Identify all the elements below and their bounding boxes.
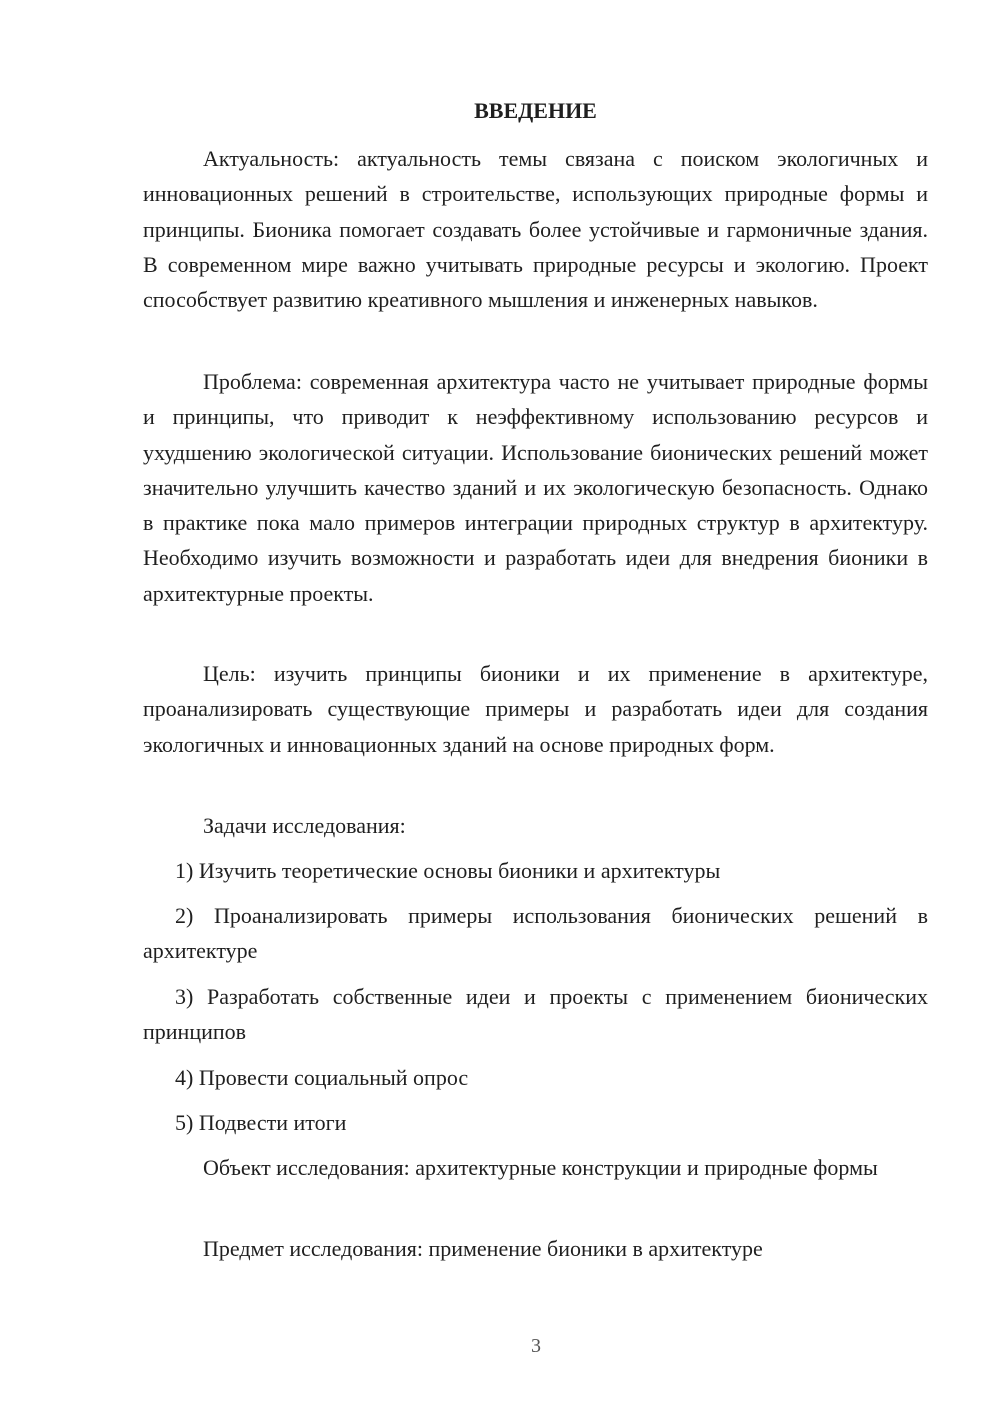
task-item: 1) Изучить теоретические основы бионики и архитектуры bbox=[175, 858, 721, 883]
relevance-paragraph: Актуальность: актуальность темы связана с поиском экологичных и инновационных решений в строительстве, использующих природные формы и принципы. Бионика помогает создавать более устойчивые и гармоничные здания. В современном мире важно учитывать природные ресурсы и экологию. Проект способствует развитию креативного мышления и инженерных навыков. bbox=[143, 146, 928, 313]
problem-paragraph: Проблема: современная архитектура часто не учитывает природные формы и принципы, что приводит к неэффективному использованию ресурсов и ухудшению экологической ситуации. Использование бионических решений может значительно улучшить качество зданий и их экологическую безопасность. Однако в практике пока мало примеров интеграции природных структур в архитектуру. Необходимо изучить возможности и разработать идеи для внедрения бионики в архитектурные проекты. bbox=[143, 369, 928, 606]
task-item: 4) Провести социальный опрос bbox=[175, 1065, 469, 1090]
task-item: 3) Разработать собственные идеи и проекты с применением бионических принципов bbox=[143, 984, 928, 1045]
tasks-heading: Задачи исследования: bbox=[203, 813, 406, 838]
task-item: 2) Проанализировать примеры использования бионических решений в архитектуре bbox=[143, 903, 928, 964]
subject-paragraph: Предмет исследования: применение бионики в архитектуре bbox=[203, 1236, 763, 1261]
object-paragraph: Объект исследования: архитектурные конструкции и природные формы bbox=[203, 1155, 878, 1180]
task-item: 5) Подвести итоги bbox=[175, 1110, 347, 1135]
goal-paragraph: Цель: изучить принципы бионики и их применение в архитектуре, проанализировать существующие примеры и разработать идеи для создания экологичных и инновационных зданий на основе природных форм. bbox=[143, 661, 928, 757]
page-title: ВВЕДЕНИЕ bbox=[474, 98, 597, 123]
page-number: 3 bbox=[531, 1335, 541, 1357]
